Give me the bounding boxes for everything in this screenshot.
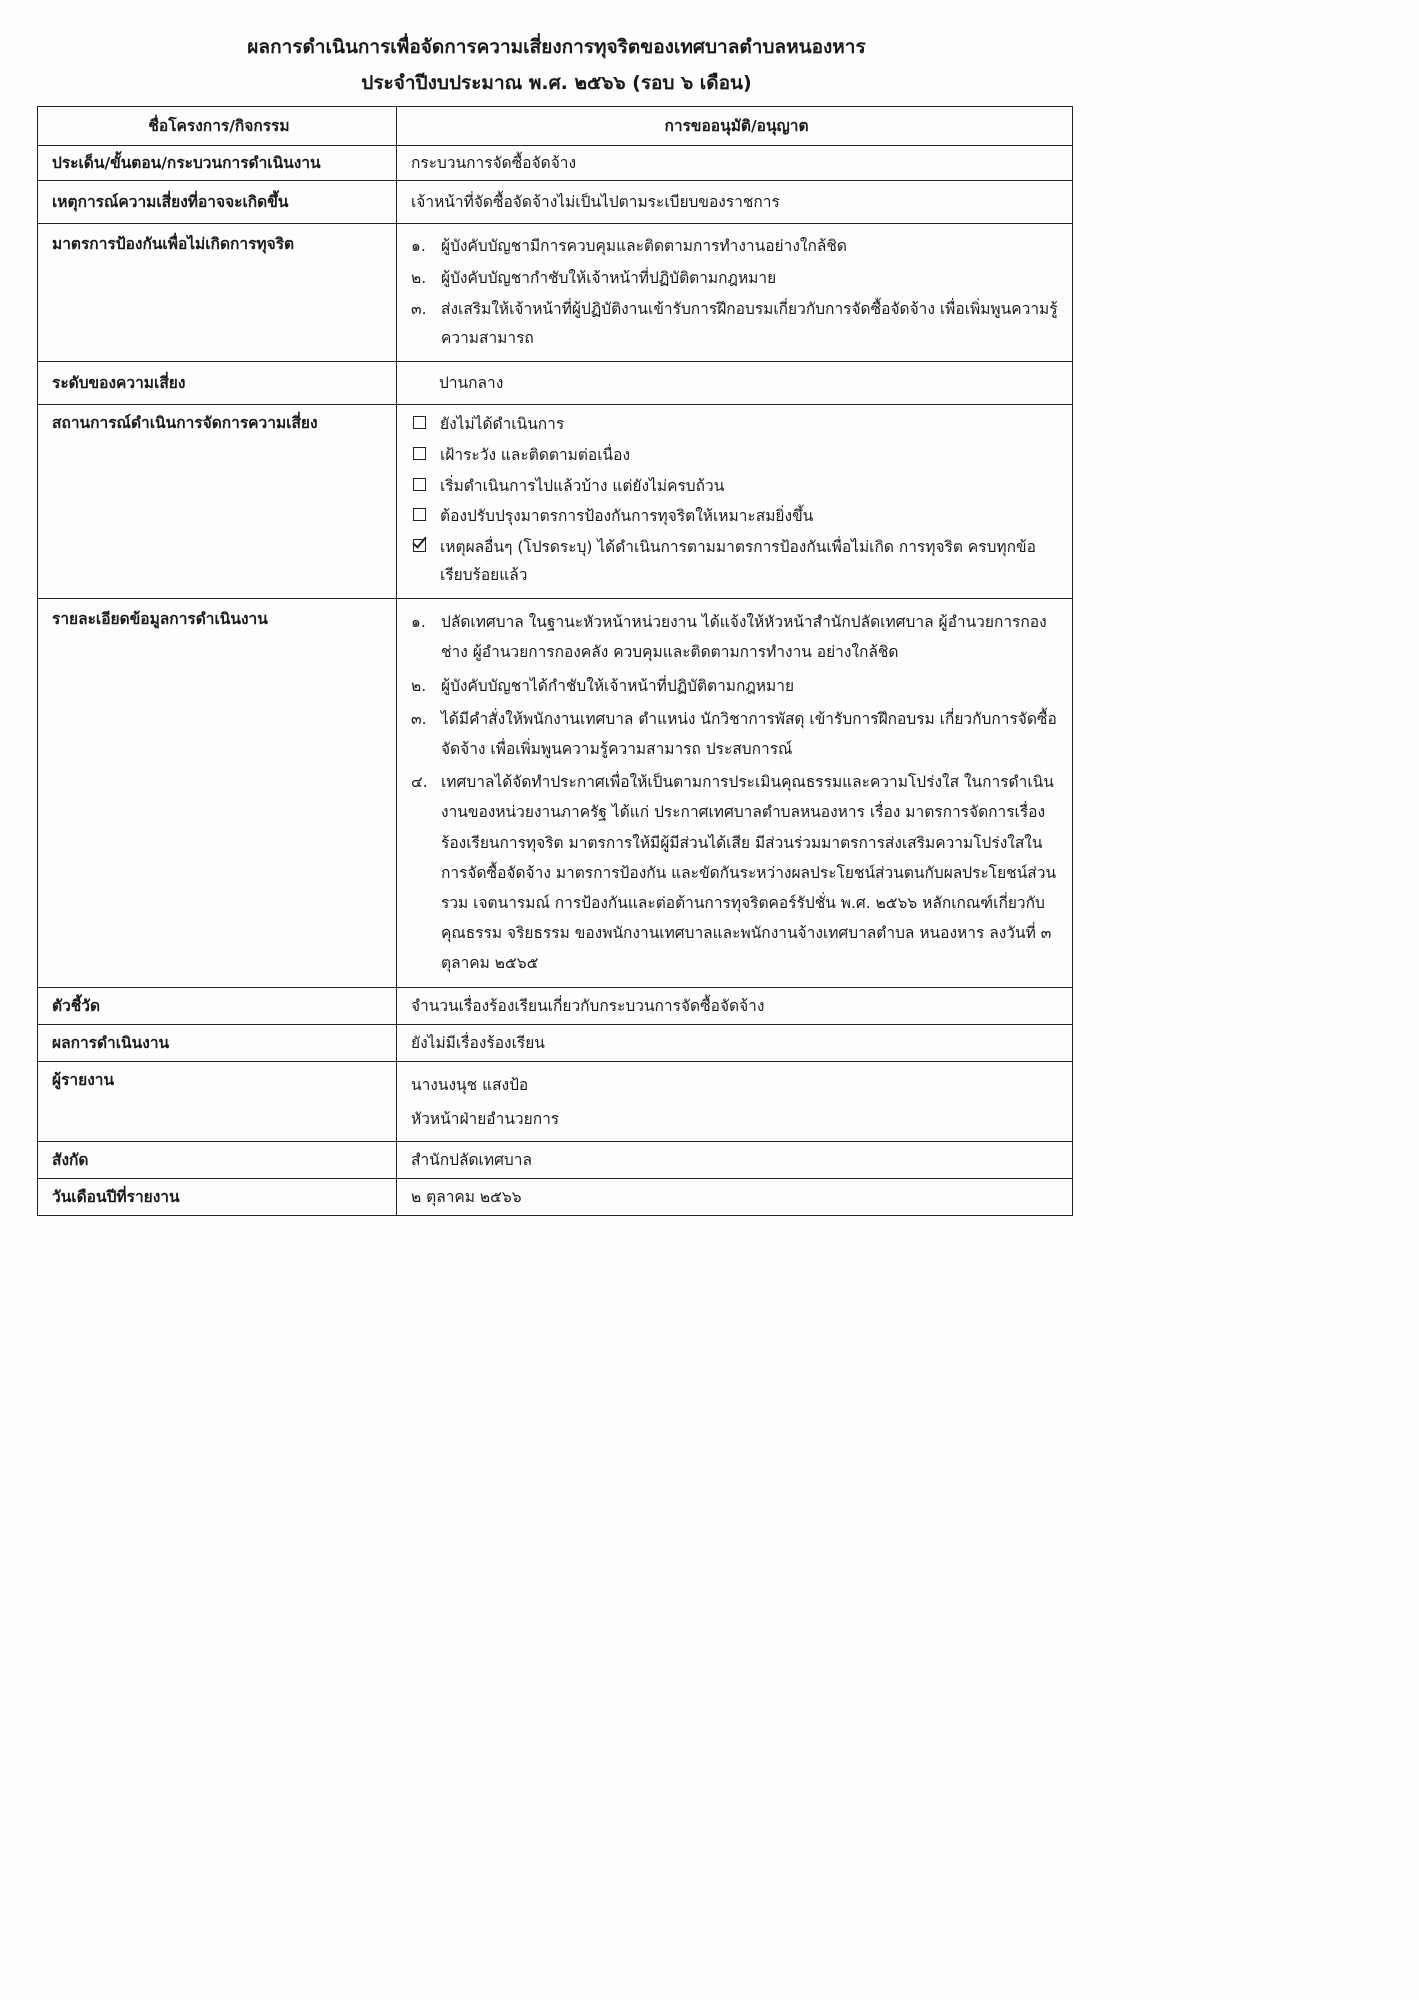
table-row [38,404,1073,598]
item-number: ๑. [411,237,426,256]
affiliation-label: สังกัด [38,1141,397,1178]
table-row [38,1061,1073,1141]
result-label: ผลการดำเนินงาน [38,1024,397,1061]
table-row [38,987,1073,1024]
risk-event-value: เจ้าหน้าที่จัดซื้อจัดจ้างไม่เป็นไปตามระเบียบของราชการ [397,181,1073,224]
risk-level-value: ปานกลาง [397,361,1073,404]
list-item [411,232,1062,261]
status-options [397,404,1073,598]
project-value: การขออนุมัติ/อนุญาต [397,107,1073,146]
table-row [38,146,1073,181]
reporter-label: ผู้รายงาน [38,1061,397,1141]
table-row [38,1141,1073,1178]
risk-event-label: เหตุการณ์ความเสี่ยงที่อาจจะเกิดขึ้น [38,181,397,224]
table-row [38,107,1073,146]
item-number: ๓. [411,709,427,728]
checkbox[interactable] [413,478,426,491]
table-row [38,361,1073,404]
issue-value: กระบวนการจัดซื้อจัดจ้าง [397,146,1073,181]
result-value: ยังไม่มีเรื่องร้องเรียน [397,1024,1073,1061]
item-text: ปลัดเทศบาล ในฐานะหัวหน้าหน่วยงาน ได้แจ้งให้หัวหน้าสำนักปลัดเทศบาล ผู้อำนวยการกองช่าง ผู้อำนวยการกองคลัง ควบคุมและติดตามการทำงาน อย่างใกล้ชิด [441,613,1047,662]
list-item [411,607,1062,667]
option-text: เหตุผลอื่นๆ (โปรดระบุ) ได้ดำเนินการตามมาตรการป้องกันเพื่อไม่เกิด การทุจริต ครบทุกข้อเรียบร้อยแล้ว [440,538,1036,585]
status-option [411,503,1062,531]
option-text: เริ่มดำเนินการไปแล้วบ้าง แต่ยังไม่ครบถ้วน [440,476,725,495]
issue-label: ประเด็น/ขั้นตอน/กระบวนการดำเนินงาน [38,146,397,181]
list-item [411,704,1062,764]
item-number: ๒. [411,268,427,287]
status-option [411,442,1062,470]
reporter-position: หัวหน้าฝ่ายอำนวยการ [411,1109,560,1128]
option-text: เฝ้าระวัง และติดตามต่อเนื่อง [440,445,631,464]
document-title: ผลการดำเนินการเพื่อจัดการความเสี่ยงการทุจริตของเทศบาลตำบลหนองหาร [247,36,866,58]
list-item [411,671,1062,701]
table-row [38,1024,1073,1061]
document-subtitle: ประจำปีงบประมาณ พ.ศ. ๒๕๖๖ (รอบ ๖ เดือน) [361,72,752,94]
status-option [411,534,1062,590]
status-label: สถานการณ์ดำเนินการจัดการความเสี่ยง [38,404,397,598]
item-number: ๓. [411,300,427,319]
affiliation-value: สำนักปลัดเทศบาล [397,1141,1073,1178]
checkbox[interactable] [413,447,426,460]
indicator-label: ตัวชี้วัด [38,987,397,1024]
option-text: ยังไม่ได้ดำเนินการ [440,414,565,433]
status-option [411,411,1062,439]
item-number: ๔. [411,773,428,792]
checkbox[interactable] [413,508,426,521]
measures-label: มาตรการป้องกันเพื่อไม่เกิดการทุจริต [38,224,397,362]
item-text: เทศบาลได้จัดทำประกาศเพื่อให้เป็นตามการประเมินคุณธรรมและความโปร่งใส ในการดำเนินงานของหน่วยงานภาครัฐ ได้แก่ ประกาศเทศบาลตำบลหนองหาร เรื่อง มาตรการจัดการเรื่องร้องเรียนการทุจริต มาตรการให้มีผู้มีส่วนได้เสีย มีส่วนร่วมมาตรการส่งเสริมความโปร่งใสในการจัดซื้อจัดจ้าง มาตรการป้องกัน และขัดกันระหว่างผลประโยชน์ส่วนตนกับผลประโยชน์ส่วนรวม เจตนารมณ์ การป้องกันและต่อต้านการทุจริตคอร์รัปชั่น พ.ศ. ๒๕๖๖ หลักเกณฑ์เกี่ยวกับ คุณธรรม จริยธรรม ของพนักงานเทศบาลและพนักงานจ้างเทศบาลตำบล หนองหาร ลงวันที่ ๓ ตุลาคม ๒๕๖๕ [441,773,1057,973]
table-row [38,599,1073,988]
details-label: รายละเอียดข้อมูลการดำเนินงาน [38,599,397,988]
indicator-value: จำนวนเรื่องร้องเรียนเกี่ยวกับกระบวนการจัดซื้อจัดจ้าง [397,987,1073,1024]
table-row [38,224,1073,362]
list-item [411,264,1062,293]
option-text: ต้องปรับปรุงมาตรการป้องกันการทุจริตให้เหมาะสมยิ่งขึ้น [440,507,814,526]
checkbox[interactable] [413,416,426,429]
item-number: ๑. [411,613,426,632]
list-item [411,767,1062,979]
item-text: ผู้บังคับบัญชามีการควบคุมและติดตามการทำงานอย่างใกล้ชิด [441,237,847,256]
item-number: ๒. [411,676,427,695]
item-text: ส่งเสริมให้เจ้าหน้าที่ผู้ปฏิบัติงานเข้ารับการฝึกอบรมเกี่ยวกับการจัดซื้อจัดจ้าง เพื่อเพิ่มพูนความรู้ ความสามารถ [441,300,1058,348]
reporter-cell [397,1061,1073,1141]
checked-checkbox[interactable] [413,539,426,552]
item-text: ผู้บังคับบัญชาได้กำชับให้เจ้าหน้าที่ปฏิบัติตามกฎหมาย [441,676,795,695]
list-item [411,295,1062,352]
item-text: ได้มีคำสั่งให้พนักงานเทศบาล ตำแหน่ง นักวิชาการพัสดุ เข้ารับการฝึกอบรม เกี่ยวกับการจัดซื้อจัดจ้าง เพื่อเพิ่มพูนความรู้ความสามารถ ประสบการณ์ [441,709,1057,758]
table-row [38,181,1073,224]
risk-report-table [37,106,1073,1216]
reporter-name: นางนงนุช แสงป้อ [411,1075,529,1094]
measures-list [397,224,1073,362]
details-list [397,599,1073,988]
status-option [411,473,1062,501]
table-row [38,1178,1073,1215]
report-date-value: ๒ ตุลาคม ๒๕๖๖ [397,1178,1073,1215]
item-text: ผู้บังคับบัญชากำชับให้เจ้าหน้าที่ปฏิบัติตามกฎหมาย [441,268,777,287]
project-label: ชื่อโครงการ/กิจกรรม [38,107,397,146]
report-date-label: วันเดือนปีที่รายงาน [38,1178,397,1215]
risk-level-label: ระดับของความเสี่ยง [38,361,397,404]
